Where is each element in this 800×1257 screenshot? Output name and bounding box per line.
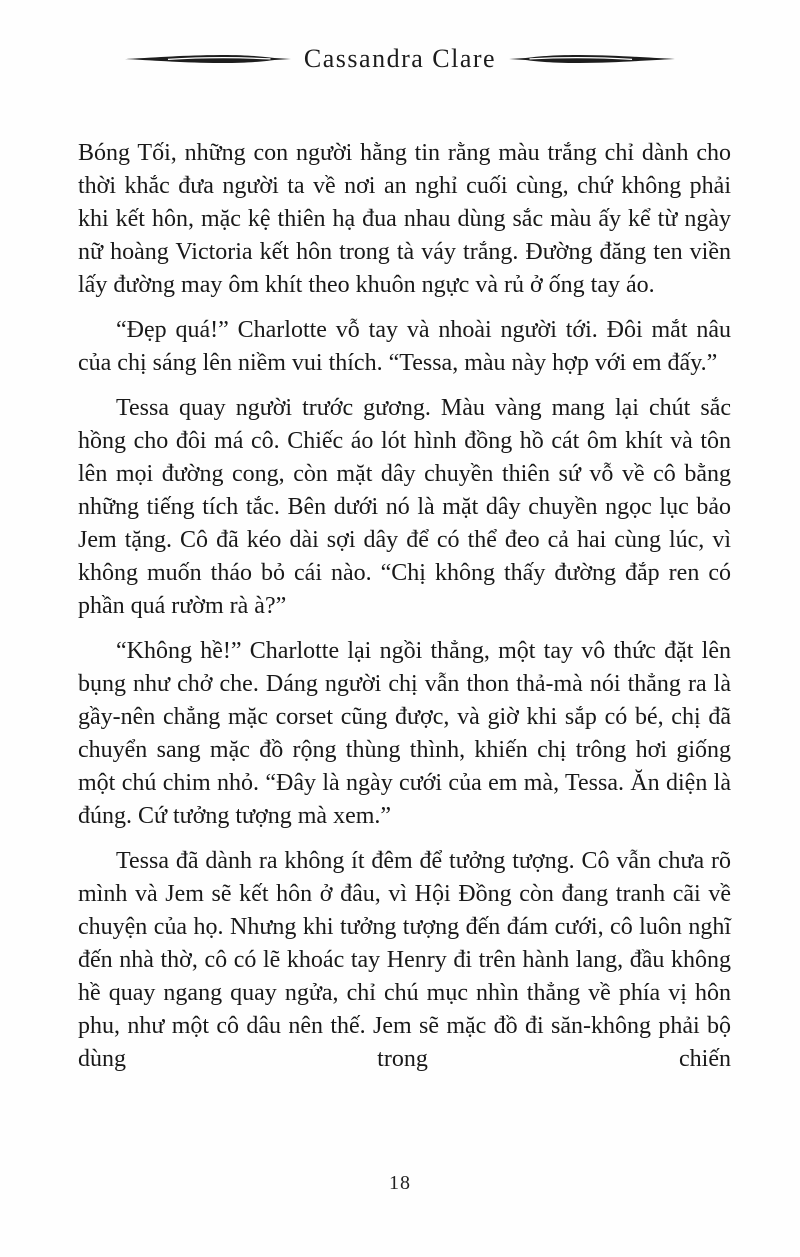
paragraph-2: “Đẹp quá!” Charlotte vỗ tay và nhoài người tới. Đôi mắt nâu của chị sáng lên niềm vui thích. “Tessa, màu này hợp với em đấy.” [78,317,731,376]
page-footer [0,1172,800,1195]
spear-ornament-right-icon [509,51,675,67]
running-header [0,44,800,74]
paragraph-1: Bóng Tối, những con người hằng tin rằng màu trắng chỉ dành cho thời khắc đưa người ta về nơi an nghỉ cuối cùng, chứ không phải khi kết hôn, mặc kệ thiên hạ đua nhau dùng sắc màu ấy kể từ ngày nữ hoàng Victoria kết hôn trong tà váy trắng. Đường đăng ten viền lấy đường may ôm khít theo khuôn ngực và rủ ở ống tay áo. [78,140,731,298]
author-name: Cassandra Clare [303,44,497,73]
spear-ornament-left-icon [125,51,291,67]
page-number: 18 [389,1172,411,1194]
paragraph-4: “Không hề!” Charlotte lại ngồi thẳng, một tay vô thức đặt lên bụng như chở che. Dáng người chị vẫn thon thả-mà nói thẳng ra là gầy-nên chẳng mặc corset cũng được, và giờ khi sắp có bé, chị đã chuyển sang mặc đồ rộng thùng thình, khiến chị trông hơi giống một chú chim nhỏ. “Đây là ngày cưới của em mà, Tessa. Ăn diện là đúng. Cứ tưởng tượng mà xem.” [78,638,731,829]
paragraph-5: Tessa đã dành ra không ít đêm để tưởng tượng. Cô vẫn chưa rõ mình và Jem sẽ kết hôn ở đâu, vì Hội Đồng còn đang tranh cãi về chuyện của họ. Nhưng khi tưởng tượng đến đám cưới, cô luôn nghĩ đến nhà thờ, cô có lẽ khoác tay Henry đi trên hành lang, đầu không hề quay ngang quay ngửa, chỉ chú mục nhìn thẳng về phía vị hôn phu, như một cô dâu nên thế. Jem sẽ mặc đồ đi săn-không phải bộ dùng trong chiến [78,848,731,1072]
paragraph-3: Tessa quay người trước gương. Màu vàng mang lại chút sắc hồng cho đôi má cô. Chiếc áo lót hình đồng hồ cát ôm khít và tôn lên mọi đường cong, còn mặt dây chuyền thiên sứ vỗ về cô bằng những tiếng tích tắc. Bên dưới nó là mặt dây chuyền ngọc lục bảo Jem tặng. Cô đã kéo dài sợi dây để có thể đeo cả hai cùng lúc, vì không muốn tháo bỏ cái nào. “Chị không thấy đường đắp ren có phần quá rườm rà à?” [78,395,731,619]
body-text [78,137,731,1076]
